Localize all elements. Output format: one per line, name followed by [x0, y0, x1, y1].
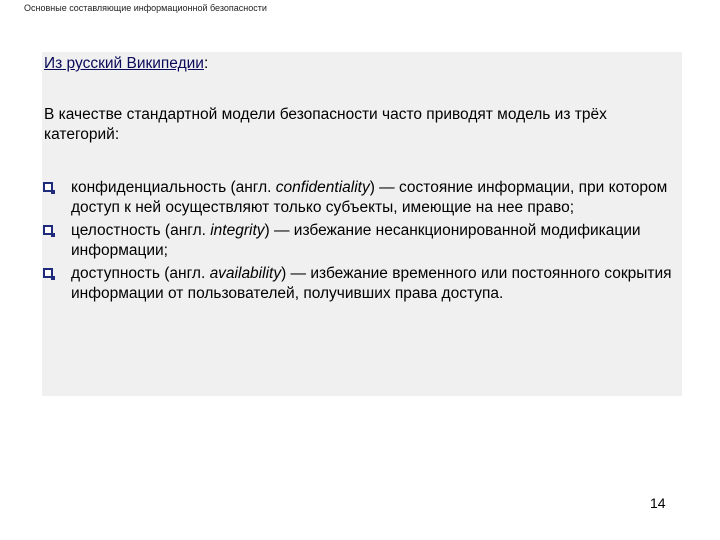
slide-header: Основные составляющие информационной безопасности [24, 3, 267, 13]
bullet-availability [42, 264, 672, 304]
bullet-text-after: ) — избежание временного или постоянного сокрытия информации от пользователей, получивших права доступа. [71, 265, 672, 302]
source-suffix: : [203, 55, 209, 72]
bullet-term-english: integrity [210, 222, 265, 239]
bullet-text-before: конфиденциальность (англ. [71, 179, 276, 196]
bullet-text-after: ) — состояние информации, при котором доступ к ней осуществляют только субъекты, имеющие на нее право; [71, 179, 668, 216]
square-bullet-icon [43, 182, 53, 192]
page-number: 14 [650, 495, 666, 511]
wikipedia-link[interactable]: Из русский Википедии [44, 55, 204, 72]
bullet-text-before: доступность (англ. [71, 265, 210, 282]
bullet-term-english: availability [209, 265, 282, 282]
square-bullet-icon [43, 225, 53, 235]
bullet-list [42, 178, 672, 307]
bullet-text-before: целостность (англ. [71, 222, 211, 239]
square-bullet-icon [43, 268, 53, 278]
bullet-term-english: confidentiality [275, 179, 370, 196]
bullet-confidentiality [42, 178, 672, 218]
content-area [42, 52, 682, 396]
bullet-text-after: ) — избежание несанкционированной модификации информации; [71, 222, 641, 259]
bullet-integrity [42, 221, 672, 261]
intro-text: В качестве стандартной модели безопасности часто приводят модель из трёх категорий: [44, 106, 607, 143]
source-line [44, 55, 208, 73]
